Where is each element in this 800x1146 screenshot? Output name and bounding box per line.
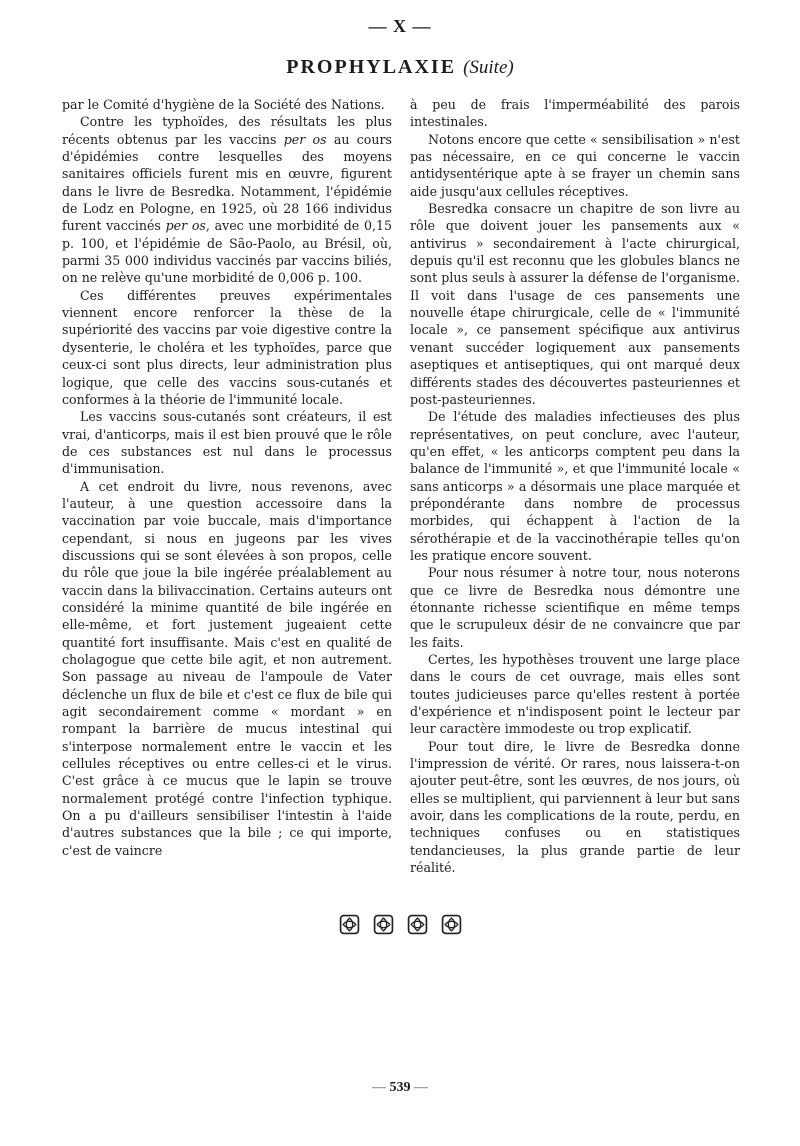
running-header: — X — xyxy=(368,16,432,36)
fleuron-ornament-icon xyxy=(339,914,360,935)
paragraph: par le Comité d'hygiène de la Société des Nations. xyxy=(62,97,385,112)
right-column xyxy=(410,96,740,876)
fleuron-ornament-icon xyxy=(373,914,394,935)
paragraph: A cet endroit du livre, nous revenons, avec l'auteur, à une question accessoire dans la vaccination par voie buccale, mais d'importance cependant, si nous en jugeons par les vives discussions qui se sont élevées à son propos, celle du rôle que joue la bile ingérée préalablement au vaccin dans la bilivaccination. Certains auteurs ont considéré la minime quantité de bile ingérée en elle-même, et fort justement jugeaient cette quantité fort insuffisante. Mais c'est en qualité de cholagogue que cette bile agit, et non autrement. Son passage au niveau de l'ampoule de Vater déclenche un flux de bile et c'est ce flux de bile qui agit secondairement comme « mordant » en rompant la barrière de mucus intestinal qui s'interpose normalement entre le vaccin et les cellules réceptives ou entre celles-ci et le virus. C'est grâce à ce mucus que le lapin se trouve normalement protégé contre l'infection typhique. On a pu d'ailleurs sensibiliser l'intestin à l'aide d'autres substances que la bile ; ce qui importe, c'est de vaincre xyxy=(62,478,392,858)
footer-dash: — xyxy=(372,1080,386,1095)
paragraph: De l'étude des maladies infectieuses des plus représentatives, on peut conclure, avec l'auteur, qu'en effet, « les anticorps comptent peu dans la balance de l'immunité », et que l'immunité locale « sans anticorps » a désormais une place marquée et prépondérante dans nombre de processus morbides, qui échappent à l'action de la sérothérapie et de la vaccinothérapie telles qu'on les pratique encore souvent. xyxy=(410,409,740,563)
title-suite: (Suite) xyxy=(463,57,514,78)
paragraph: Pour nous résumer à notre tour, nous noterons que ce livre de Besredka nous démontre une étonnante richesse scientifique en même temps que le scrupuleux désir de ne convaincre que par les faits. xyxy=(410,565,740,650)
fleuron-ornament-icon xyxy=(441,914,462,935)
paragraph: à peu de frais l'imperméabilité des parois intestinales. xyxy=(410,97,740,130)
paragraph: Besredka consacre un chapitre de son livre au rôle que doivent jouer les pansements aux « antivirus » secondairement à l'acte chirurgical, depuis qu'il est reconnu que les globules blancs ne sont plus seuls à assurer la défense de l'organisme. Il voit dans l'usage de ces pansements une nouvelle étape chirurgicale, celle de « l'immunité locale », ce pansement spécifique aux antivirus venant succéder logiquement aux pansements aseptiques et antiseptiques, qui ont marqué deux différents stades des découvertes pasteuriennes et post-pasteuriennes. xyxy=(410,201,740,407)
paragraph: Contre les typhoïdes, des résultats les plus récents obtenus par les vaccins per os au cours d'épidémies contre lesquelles des moyens sanitaires officiels furent mis en œuvre, figurent dans le livre de Besredka. Notamment, l'épidémie de Lodz en Pologne, en 1925, où 28 166 individus furent vaccinés per os, avec une morbidité de 0,15 p. 100, et l'épidémie de São-Paolo, au Brésil, où, parmi 35 000 individus vaccinés par vaccins biliés, on ne relève qu'une morbidité de 0,006 p. 100. xyxy=(62,114,392,286)
page-number xyxy=(0,1080,800,1096)
ornament-row xyxy=(0,914,800,935)
left-column xyxy=(62,96,392,859)
page-number-value: 539 xyxy=(389,1080,411,1095)
fleuron-ornament-icon xyxy=(407,914,428,935)
title-main: PROPHYLAXIE xyxy=(286,56,457,78)
paragraph: Notons encore que cette « sensibilisation » n'est pas nécessaire, en ce qui concerne le vaccin antidysentérique apte à se frayer un chemin sans aide jusqu'aux cellules réceptives. xyxy=(410,131,740,199)
page-title xyxy=(0,56,800,79)
paragraph: Certes, les hypothèses trouvent une large place dans le cours de cet ouvrage, mais elles sont toutes judicieuses parce qu'elles restent à portée d'expérience et n'indisposent point le lecteur par leur caractère immodeste ou trop explicatif. xyxy=(410,652,740,737)
paragraph: Ces différentes preuves expérimentales viennent encore renforcer la thèse de la supériorité des vaccins par voie digestive contre la dysenterie, le choléra et les typhoïdes, parce que ceux-ci sont plus directs, leur administration plus logique, que celle des vaccins sous-cutanés et conformes à la théorie de l'immunité locale. xyxy=(62,287,392,407)
footer-dash: — xyxy=(414,1080,428,1095)
paragraph: Les vaccins sous-cutanés sont créateurs, il est vrai, d'anticorps, mais il est bien prouvé que le rôle de ces substances est nul dans le processus d'immunisation. xyxy=(62,409,392,477)
paragraph: Pour tout dire, le livre de Besredka donne l'impression de vérité. Or rares, nous laissera-t-on ajouter peut-être, sont les œuvres, de nos jours, où elles se multiplient, qui parviennent à leur but sans avoir, dans les complications de la route, perdu, en techniques confuses ou en statistiques tendancieuses, la plus grande partie de leur réalité. xyxy=(410,738,740,876)
